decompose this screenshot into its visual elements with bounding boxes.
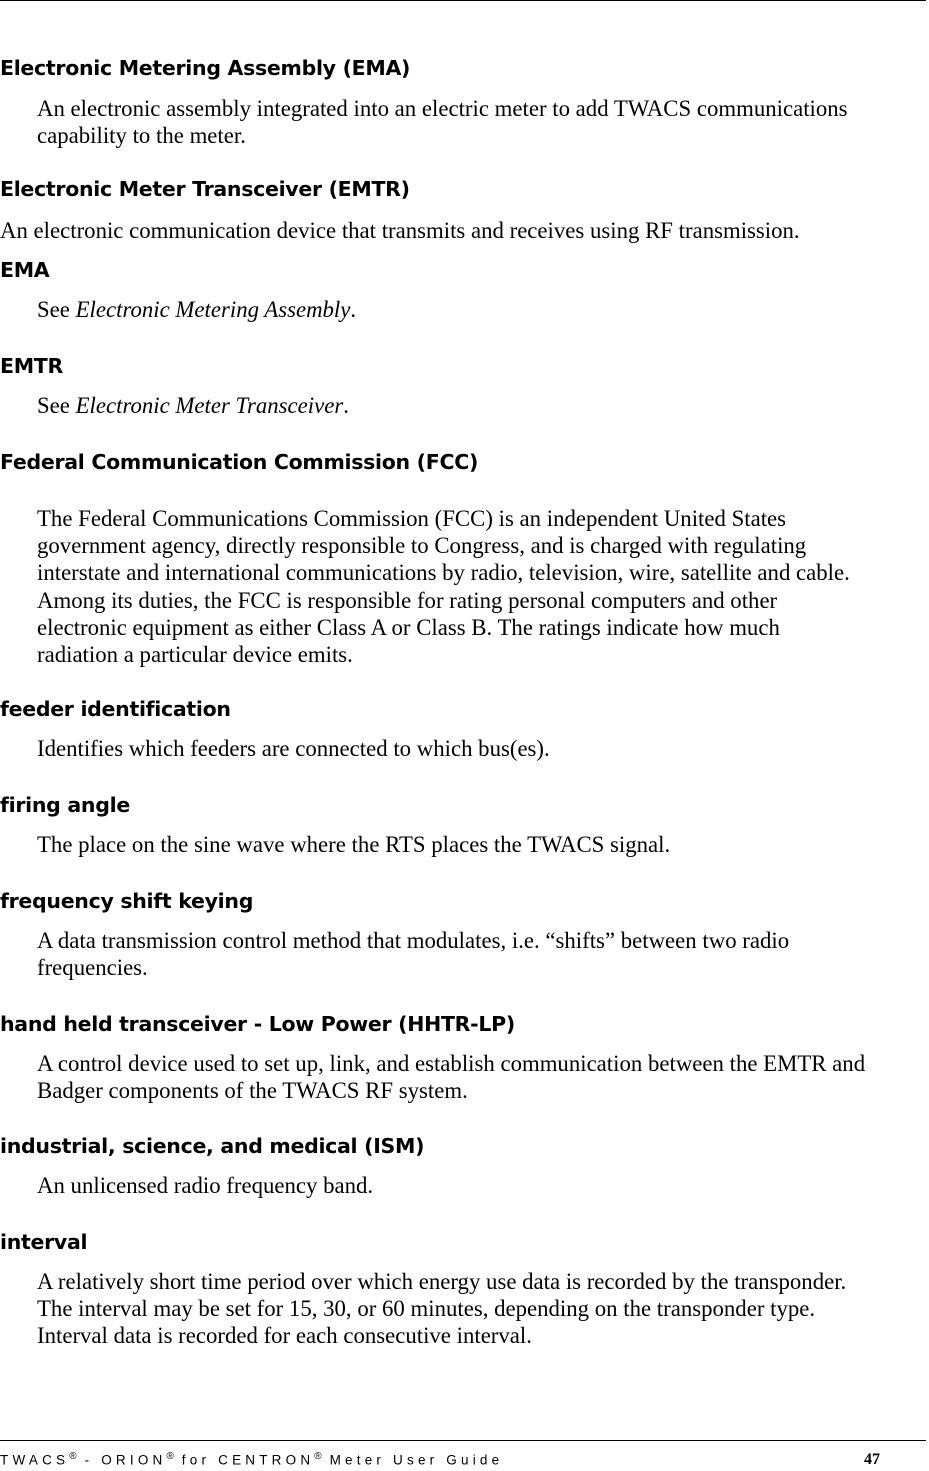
glossary-definition: An electronic communication device that transmits and receives using RF transmission. bbox=[0, 218, 800, 243]
glossary-term: frequency shift keying bbox=[0, 889, 254, 913]
definition-line: interstate and international communications by radio, television, wire, satellite and cable. bbox=[37, 560, 850, 586]
definition-line: The interval may be set for 15, 30, or 60 minutes, depending on the transponder type. bbox=[37, 1296, 816, 1322]
see-prefix: See bbox=[37, 297, 76, 322]
definition-line: The Federal Communications Commission (FCC) is an independent United States bbox=[37, 506, 787, 531]
page-number: 47 bbox=[864, 1451, 880, 1468]
definition-line: Among its duties, the FCC is responsible for rating personal computers and other bbox=[37, 587, 778, 613]
glossary-term: feeder identification bbox=[0, 697, 231, 721]
glossary-cross-reference bbox=[37, 392, 925, 419]
definition-line: Interval data is recorded for each consecutive interval. bbox=[37, 1323, 532, 1349]
glossary-term: industrial, science, and medical (ISM) bbox=[0, 1134, 425, 1158]
see-suffix: . bbox=[343, 393, 349, 418]
see-reference-link[interactable]: Electronic Meter Transceiver bbox=[75, 393, 344, 418]
glossary-cross-reference bbox=[37, 296, 925, 323]
glossary-term: Electronic Metering Assembly (EMA) bbox=[0, 56, 411, 80]
glossary-term: EMTR bbox=[0, 354, 63, 378]
glossary-definition: Identifies which feeders are connected to which bus(es). bbox=[37, 736, 550, 761]
top-rule bbox=[0, 0, 926, 1]
registered-mark: ® bbox=[166, 1451, 174, 1462]
glossary-term: Electronic Meter Transceiver (EMTR) bbox=[0, 177, 410, 201]
glossary-definition bbox=[37, 1268, 925, 1350]
glossary-term: Federal Communication Commission (FCC) bbox=[0, 450, 479, 474]
definition-line: A relatively short time period over which energy use data is recorded by the transponder. bbox=[37, 1269, 847, 1294]
glossary-definition bbox=[37, 505, 925, 668]
definition-line: government agency, directly responsible to Congress, and is charged with regulating bbox=[37, 533, 807, 559]
footer-rule bbox=[0, 1440, 926, 1441]
registered-mark: ® bbox=[69, 1451, 77, 1462]
see-prefix: See bbox=[37, 393, 76, 418]
definition-line: radiation a particular device emits. bbox=[37, 642, 353, 668]
glossary-definition: The place on the sine wave where the RTS places the TWACS signal. bbox=[37, 832, 671, 857]
glossary-term: firing angle bbox=[0, 793, 130, 817]
registered-mark: ® bbox=[314, 1451, 322, 1462]
see-suffix: . bbox=[350, 297, 357, 322]
glossary-term: hand held transceiver - Low Power (HHTR-LP) bbox=[0, 1012, 515, 1036]
glossary-term: EMA bbox=[0, 258, 50, 282]
glossary-definition: A data transmission control method that modulates, i.e. “shifts” between two radio frequencies. bbox=[37, 928, 790, 981]
glossary-term: interval bbox=[0, 1230, 88, 1254]
definition-line: electronic equipment as either Class A or Class B. The ratings indicate how much bbox=[37, 614, 780, 640]
see-reference-link[interactable]: Electronic Metering Assembly bbox=[75, 297, 351, 322]
footer-title: TWACS® - ORION® for CENTRON® Meter User Guide bbox=[0, 1451, 504, 1468]
glossary-definition: An electronic assembly integrated into an electric meter to add TWACS communications capability to the meter. bbox=[37, 96, 848, 149]
glossary-definition: A control device used to set up, link, and establish communication between the EMTR and Badger components of the TWACS RF system. bbox=[37, 1051, 866, 1104]
glossary-definition: An unlicensed radio frequency band. bbox=[37, 1173, 374, 1198]
